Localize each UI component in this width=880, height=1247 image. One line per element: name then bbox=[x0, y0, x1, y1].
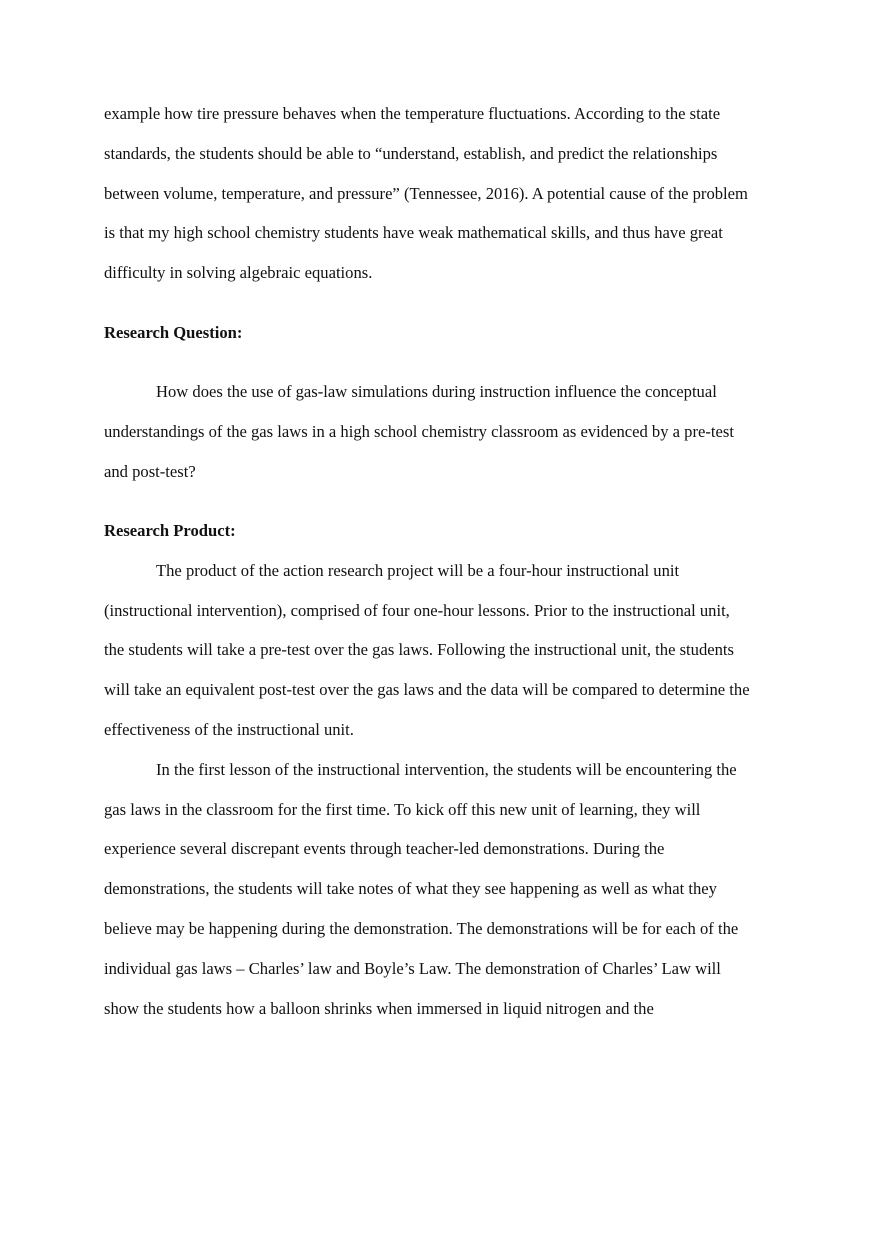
paragraph-line: gas laws in the classroom for the first time. To kick off this new unit of learning, they will bbox=[104, 799, 701, 819]
paragraph-line: individual gas laws – Charles’ law and Boyle’s Law. The demonstration of Charles’ Law will bbox=[104, 958, 721, 978]
paragraph-line: In the first lesson of the instructional intervention, the students will be encountering the bbox=[156, 759, 737, 779]
paragraph-line: standards, the students should be able to “understand, establish, and predict the relationships bbox=[104, 143, 718, 163]
paragraph-line: understandings of the gas laws in a high school chemistry classroom as evidenced by a pre-test bbox=[104, 421, 734, 441]
paragraph-line: will take an equivalent post-test over the gas laws and the data will be compared to determine the bbox=[104, 680, 750, 700]
paragraph-line: effectiveness of the instructional unit. bbox=[104, 719, 354, 739]
research-product-section bbox=[104, 515, 784, 1032]
paragraph-line: and post-test? bbox=[104, 461, 196, 481]
page-body bbox=[104, 98, 784, 1032]
paragraph-line: How does the use of gas-law simulations during instruction influence the conceptual bbox=[156, 381, 717, 401]
research-product-heading: Research Product: bbox=[104, 520, 236, 540]
research-question-section bbox=[104, 317, 784, 496]
paragraph-line: the students will take a pre-test over the gas laws. Following the instructional unit, the students bbox=[104, 640, 734, 660]
paragraph-line: (instructional intervention), comprised of four one-hour lessons. Prior to the instructional unit, bbox=[104, 600, 730, 620]
paragraph-line: experience several discrepant events through teacher-led demonstrations. During the bbox=[104, 839, 665, 859]
intro-paragraph bbox=[104, 98, 784, 297]
section-spacer bbox=[104, 297, 784, 317]
paragraph-line: believe may be happening during the demonstration. The demonstrations will be for each of the bbox=[104, 918, 739, 938]
paragraph-line: demonstrations, the students will take notes of what they see happening as well as what they bbox=[104, 879, 717, 899]
paragraph-line: The product of the action research project will be a four-hour instructional unit bbox=[156, 560, 680, 580]
section-spacer bbox=[104, 356, 784, 376]
section-spacer bbox=[104, 495, 784, 515]
paragraph-line: between volume, temperature, and pressure” (Tennessee, 2016). A potential cause of the problem bbox=[104, 183, 748, 203]
paragraph-line: show the students how a balloon shrinks when immersed in liquid nitrogen and the bbox=[104, 998, 654, 1018]
paragraph-line: is that my high school chemistry students have weak mathematical skills, and thus have great bbox=[104, 223, 723, 243]
research-question-heading: Research Question: bbox=[104, 322, 243, 342]
paragraph-line: example how tire pressure behaves when the temperature fluctuations. According to the state bbox=[104, 104, 721, 123]
paragraph-line: difficulty in solving algebraic equations. bbox=[104, 263, 373, 283]
